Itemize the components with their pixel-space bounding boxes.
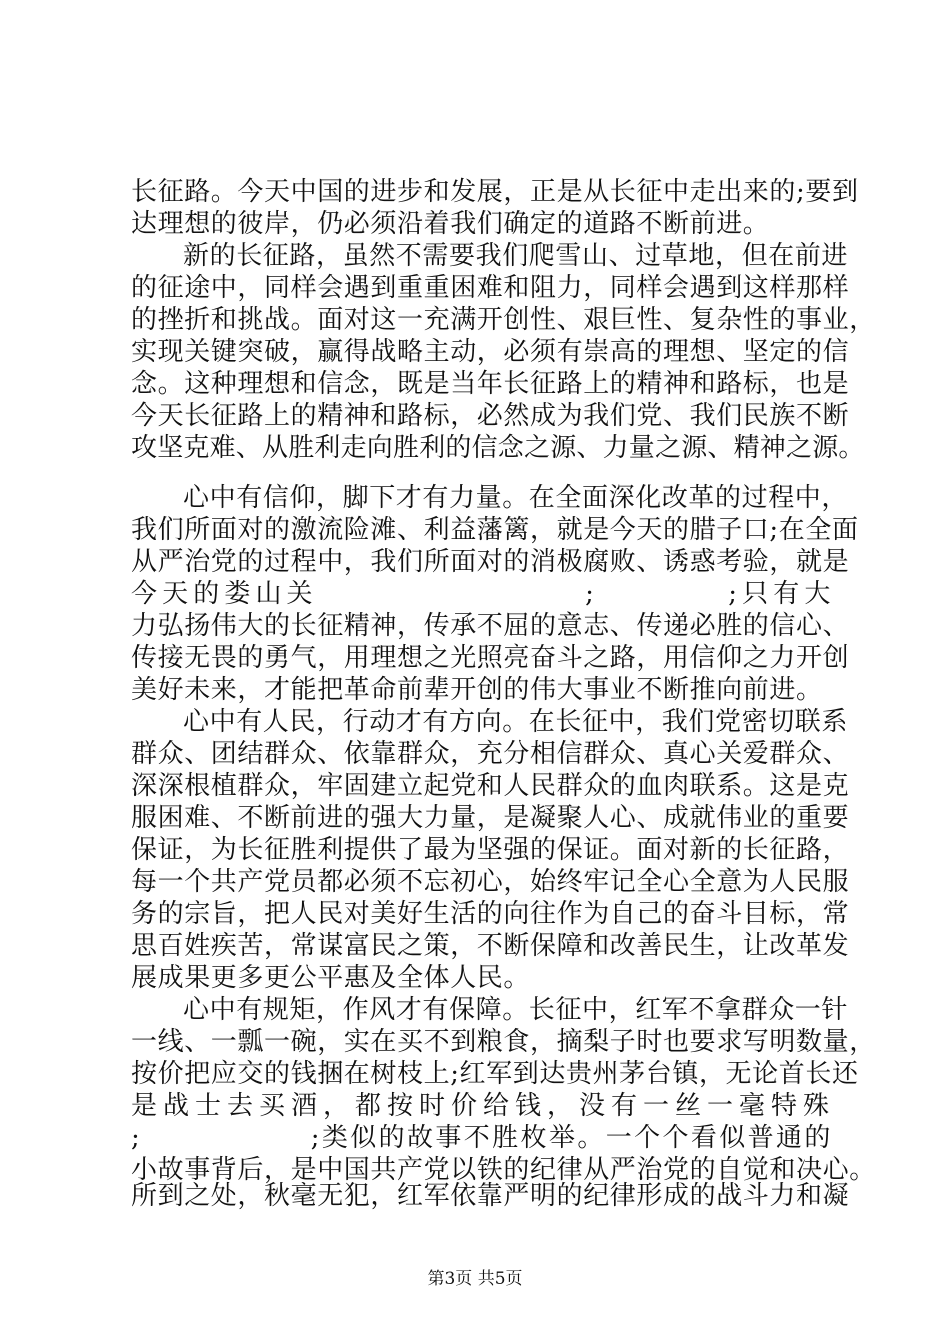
text-line: 服困难、不断前进的强大力量，是凝聚人心、成就伟业的重要 [131,803,850,833]
text-line: ; ;类似的故事不胜枚举。一个个看似普通的 [131,1123,831,1153]
text-line: 力弘扬伟大的长征精神，传承不屈的意志、传递必胜的信心、 [131,611,850,641]
text-line: 保证，为长征胜利提供了最为坚强的保证。面对新的长征路， [131,835,850,865]
text-line: 一线、一瓢一碗，实在买不到粮食，摘梨子时也要求写明数量， [131,1027,876,1057]
text-line: 心中有信仰，脚下才有力量。在全面深化改革的过程中， [183,483,849,513]
text-line: 的挫折和挑战。面对这一充满开创性、艰巨性、复杂性的事业， [131,305,876,335]
text-line: 群众、团结群众、依靠群众，充分相信群众、真心关爱群众、 [131,739,850,769]
page-number-footer: 第3页 共5页 [427,1269,523,1289]
text-line: 的征途中，同样会遇到重重困难和阻力，同样会遇到这样那样 [131,273,850,303]
text-line: 展成果更多更公平惠及全体人民。 [131,963,531,993]
text-line: 所到之处，秋毫无犯，红军依靠严明的纪律形成的战斗力和凝 [131,1181,850,1211]
text-line: 从严治党的过程中，我们所面对的消极腐败、诱惑考验，就是 [131,547,850,577]
text-line: 实现关键突破，赢得战略主动，必须有崇高的理想、坚定的信 [131,337,850,367]
text-line: 今天的娄山关 ; ;只有大 [131,579,831,609]
text-line: 达理想的彼岸，仍必须沿着我们确定的道路不断前进。 [131,209,770,239]
text-line: 攻坚克难、从胜利走向胜利的信念之源、力量之源、精神之源。 [131,433,865,463]
text-line: 长征路。今天中国的进步和发展，正是从长征中走出来的;要到 [131,177,859,207]
text-line: 今天长征路上的精神和路标，必然成为我们党、我们民族不断 [131,401,850,431]
text-line: 念。这种理想和信念，既是当年长征路上的精神和路标，也是 [131,369,850,399]
text-line: 每一个共产党员都必须不忘初心，始终牢记全心全意为人民服 [131,867,850,897]
text-line: 传接无畏的勇气，用理想之光照亮奋斗之路，用信仰之力开创 [131,643,850,673]
text-line: 按价把应交的钱捆在树枝上;红军到达贵州茅台镇，无论首长还 [131,1059,859,1089]
text-line: 是战士去买酒，都按时价给钱，没有一丝一毫特殊 [131,1091,831,1121]
text-line: 心中有人民，行动才有方向。在长征中，我们党密切联系 [183,707,849,737]
text-line: 心中有规矩，作风才有保障。长征中，红军不拿群众一针 [183,995,849,1025]
text-line: 务的宗旨，把人民对美好生活的向往作为自己的奋斗目标，常 [131,899,850,929]
text-line: 思百姓疾苦，常谋富民之策，不断保障和改善民生，让改革发 [131,931,850,961]
text-line: 小故事背后，是中国共产党以铁的纪律从严治党的自觉和决心。 [131,1155,876,1185]
text-line: 美好未来，才能把革命前辈开创的伟大事业不断推向前进。 [131,675,823,705]
text-line: 我们所面对的激流险滩、利益藩篱，就是今天的腊子口;在全面 [131,515,859,545]
text-line: 深深根植群众，牢固建立起党和人民群众的血肉联系。这是克 [131,771,850,801]
text-line: 新的长征路，虽然不需要我们爬雪山、过草地，但在前进 [183,241,849,271]
